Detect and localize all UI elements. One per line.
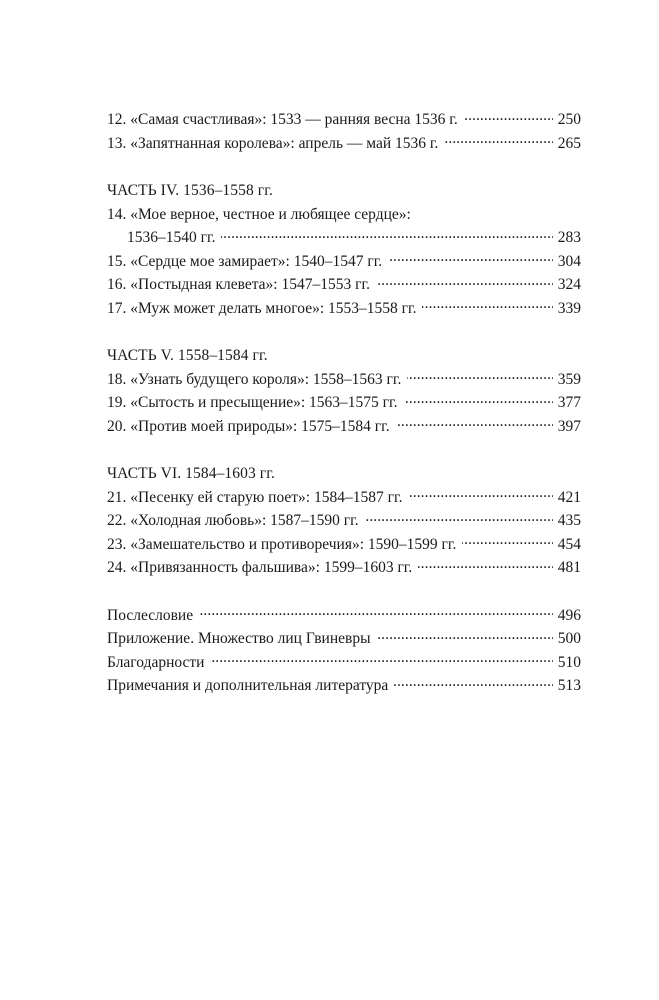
dot-leader: [394, 675, 553, 691]
toc-entry-14-line1: 14. «Мое верное, честное и любящее сердце»:: [107, 205, 411, 223]
toc-entry-22: [107, 509, 581, 533]
toc-entry-page: 481: [557, 559, 581, 576]
dot-leader: [422, 297, 553, 313]
toc-entry-page: 397: [557, 417, 581, 435]
toc-entry-title: 13. «Запятнанная королева»: апрель — май 1536 г.: [107, 134, 439, 152]
dot-leader: [388, 250, 553, 266]
toc-entry-title: 22. «Холодная любовь»: 1587–1590 гг.: [107, 512, 359, 529]
toc-entry-title: Благодарности: [107, 653, 205, 671]
toc-entry-title: 12. «Самая счастливая»: 1533 — ранняя весна 1536 г.: [107, 111, 458, 128]
toc-entry-page: 304: [557, 252, 581, 270]
toc-entry-18: [107, 368, 581, 392]
toc-entry-page: 250: [557, 111, 581, 128]
dot-leader: [376, 274, 553, 290]
toc-entry-title: 16. «Постыдная клевета»: 1547–1553 гг.: [107, 276, 370, 293]
dot-leader: [404, 392, 553, 408]
dot-leader: [365, 510, 553, 526]
toc-entry-page: 359: [557, 370, 581, 388]
part-heading: ЧАСТЬ V. 1558–1584 гг.: [107, 347, 268, 364]
toc-entry-13: [107, 132, 581, 156]
toc-entry-title: Приложение. Множество лиц Гвиневры: [107, 630, 371, 647]
toc-entry-title: Послесловие: [107, 606, 194, 624]
part-heading: ЧАСТЬ IV. 1536–1558 гг.: [107, 182, 273, 199]
toc-entry-notes: [107, 674, 581, 698]
toc-entry-page: 435: [557, 512, 581, 529]
dot-leader: [396, 415, 553, 431]
toc-entry-appendix: [107, 627, 581, 651]
toc-entry-title: 18. «Узнать будущего короля»: 1558–1563 гг.: [107, 370, 402, 388]
toc-entry-page: 500: [557, 630, 581, 647]
toc-entry-page: 283: [557, 229, 581, 246]
dot-leader: [464, 109, 553, 125]
dot-leader: [377, 628, 554, 644]
toc-section-back-matter: [107, 604, 581, 698]
toc-entry-page: 339: [557, 299, 581, 317]
dot-leader: [408, 486, 553, 502]
toc-entry-12: [107, 108, 581, 132]
toc-entry-14: [107, 226, 581, 250]
toc-entry-15: [107, 250, 581, 274]
dot-leader: [418, 557, 553, 573]
toc-entry-acknowledgements: [107, 651, 581, 675]
toc-entry-page: 265: [557, 134, 581, 152]
toc-entry-17: [107, 297, 581, 321]
dot-leader: [199, 604, 553, 620]
toc-entry-title: 21. «Песенку ей старую поет»: 1584–1587 гг.: [107, 488, 403, 506]
toc-entry-title: 23. «Замешательство и противоречия»: 1590–1599 гг.: [107, 535, 457, 553]
dot-leader: [210, 651, 553, 667]
toc-entry-title: 17. «Муж может делать многое»: 1553–1558 гг.: [107, 299, 417, 317]
toc-entry-afterword: [107, 604, 581, 628]
toc-entry-23: [107, 533, 581, 557]
toc-entry-title: 1536–1540 гг.: [127, 229, 216, 246]
toc-entry-title: 20. «Против моей природы»: 1575–1584 гг.: [107, 417, 390, 435]
toc-entry-title: 15. «Сердце мое замирает»: 1540–1547 гг.: [107, 252, 383, 270]
toc-section-part3-tail: [107, 108, 581, 155]
toc-section-part6: [107, 462, 581, 580]
toc-entry-page: 421: [557, 488, 581, 506]
dot-leader: [462, 533, 553, 549]
toc-section-part4: [107, 179, 581, 320]
toc-entry-page: 324: [557, 276, 581, 293]
toc-entry-24: [107, 556, 581, 580]
toc-entry-19: [107, 391, 581, 415]
toc-entry-page: 496: [557, 606, 581, 624]
toc-entry-16: [107, 273, 581, 297]
toc-entry-title: Примечания и дополнительная литература: [107, 677, 389, 694]
toc-entry-20: [107, 415, 581, 439]
dot-leader: [221, 227, 553, 243]
toc-entry-title: 19. «Сытость и пресыщение»: 1563–1575 гг.: [107, 394, 398, 411]
toc-entry-page: 377: [557, 394, 581, 411]
dot-leader: [444, 132, 553, 148]
toc-entry-page: 513: [557, 677, 581, 694]
toc-entry-title: 24. «Привязанность фальшива»: 1599–1603 гг.: [107, 559, 413, 576]
toc-entry-page: 454: [557, 535, 581, 553]
dot-leader: [407, 368, 553, 384]
toc-section-part5: [107, 344, 581, 438]
toc-entry-21: [107, 486, 581, 510]
table-of-contents: [107, 108, 581, 698]
toc-entry-page: 510: [557, 653, 581, 671]
part-heading: ЧАСТЬ VI. 1584–1603 гг.: [107, 465, 275, 482]
